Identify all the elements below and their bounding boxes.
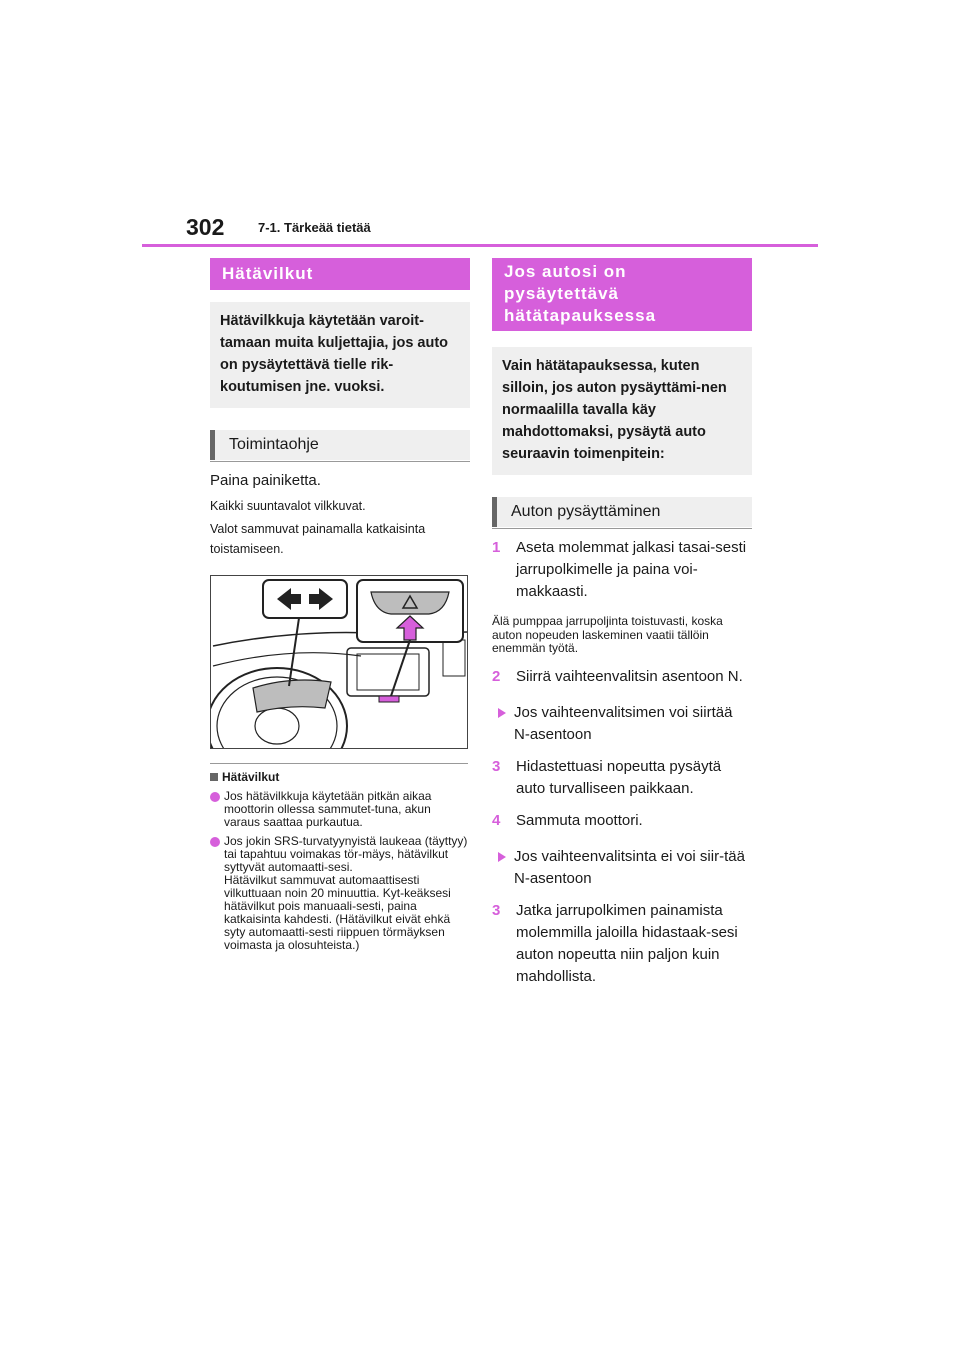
intro-box-emergency: Vain hätätapauksessa, kuten silloin, jos auton pysäyttämi-nen normaalilla tavalla käy mahdottomaksi, pysäytä auto seuraavin toimenpitein: [492, 347, 752, 475]
note-bullet-1: Jos hätävilkkuja käytetään pitkän aikaa moottorin ollessa sammutet-tuna, akun varaus saattaa purkautua. [210, 790, 470, 829]
instruction-text: Paina painiketta. [210, 472, 321, 489]
step-1-note: Älä pumppaa jarrupoljinta toistuvasti, koska auton nopeuden laskeminen vaatii tällöin enemmän työtä. [492, 614, 723, 655]
triangle-bullet-icon [498, 852, 506, 862]
chapter-title: 7-1. Tärkeää tietää [258, 220, 371, 235]
page-number: 302 [186, 214, 225, 240]
step-5: 3 Jatka jarrupolkimen painamista molemmilla jaloilla hidastaak-sesi auton nopeutta niin paljon kuin mahdollista. [492, 901, 738, 985]
right-column [492, 258, 752, 988]
step-4: 4 Sammuta moottori. [492, 811, 643, 829]
condition-2: Jos vaihteenvalitsinta ei voi siir-tää N-asentoon [492, 846, 752, 890]
bullet-dot-icon [210, 837, 220, 847]
left-column [210, 258, 470, 952]
section-title-hazard: Hätävilkut [210, 258, 470, 290]
hazard-switch-illustration [210, 575, 468, 749]
triangle-bullet-icon [498, 708, 506, 718]
note-bullet-2: Jos jokin SRS-turvatyynyistä laukeaa (täyttyy) tai tapahtuu voimakas tör-mäys, hätävilkut syttyvät automaatti-sesi. Hätävilkut sammuvat automaattisesti vilkuttuaan noin 20 minuuttia. Kyt-keäksesi hätävilkut pois manuaali-sesti, paina katkaisinta kahdesti. (Hätävilkut eivät ehkä syty automaatti-sesti riippuen törmäyksen voimasta ja olosuhteista.) [210, 835, 470, 952]
intro-box-hazard: Hätävilkkuja käytetään varoit-tamaan muita kuljettajia, jos auto on pysäytettävä tielle rik-koutumisen jne. vuoksi. [210, 302, 470, 408]
step-3: 3 Hidastettuasi nopeutta pysäytä auto turvalliseen paikkaan. [492, 757, 722, 797]
step-1: 1 Aseta molemmat jalkasi tasai-sesti jarrupolkimelle ja paina voi-makkaasti. [492, 539, 747, 600]
header-rule [142, 244, 818, 247]
info-line-2: Valot sammuvat painamalla katkaisinta toistamiseen. [210, 522, 426, 556]
dashboard-drawing [211, 576, 467, 748]
condition-1: Jos vaihteenvalitsimen voi siirtää N-asentoon [492, 702, 752, 746]
step-2: 2 Siirrä vaihteenvalitsin asentoon N. [492, 667, 743, 685]
note-title: Hätävilkut [210, 770, 470, 784]
sub-title-stopping: Auton pysäyttäminen [492, 497, 752, 527]
square-bullet-icon [210, 773, 218, 781]
sub-title-instructions: Toimintaohje [210, 430, 470, 460]
bullet-dot-icon [210, 792, 220, 802]
section-title-emergency: Jos autosi on pysäytettävä hätätapauksessa [492, 258, 752, 331]
info-line-1: Kaikki suuntavalot vilkkuvat. [210, 499, 366, 513]
